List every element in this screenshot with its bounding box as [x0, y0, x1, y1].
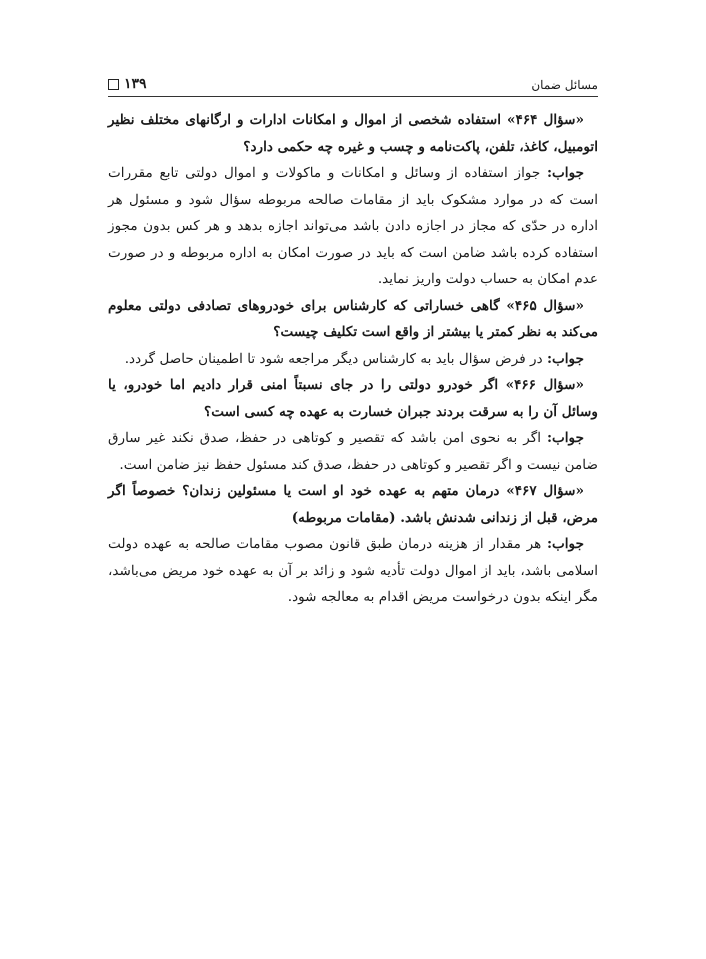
- question-467: «سؤال ۴۶۷» درمان متهم به عهده خود او است یا مسئولین زندان؟ خصوصاً اگر مرض، قبل از زندانی شدنش باشد. (مقامات مربوطه): [108, 483, 598, 526]
- answer-465: [108, 346, 598, 373]
- answer-text: اگر به نحوی امن باشد که تقصیر و کوتاهی در حفظ، صدق نکند غیر سارق ضامن نیست و اگر تقصیر و کوتاهی در حفظ، صدق کند مسئول حفظ نیز ضامن است.: [108, 430, 598, 473]
- answer-467: [108, 531, 598, 611]
- page-body: [108, 107, 598, 611]
- running-title: مسائل ضمان: [531, 78, 598, 92]
- answer-label: جواب:: [546, 350, 584, 367]
- answer-label: جواب:: [546, 430, 584, 446]
- page-header: [108, 72, 598, 97]
- square-ornament-icon: [108, 79, 119, 90]
- question-466: «سؤال ۴۶۶» اگر خودرو دولتی را در جای نسبتاً امنی قرار دادیم اما خودرو، یا وسائل آن را به سرقت بردند جبران خسارت به عهده چه کسی است؟: [108, 377, 598, 420]
- answer-label: جواب:: [546, 536, 584, 552]
- answer-466: [108, 425, 598, 478]
- answer-text: هر مقدار از هزینه درمان طبق قانون مصوب مقامات صالحه به عهده دولت اسلامی باشد، باید از اموال دولت تأدیه شود و زائد بر آن به عهده خود مریض می‌باشد، مگر اینکه بدون درخواست مریض اقدام به معالجه شود.: [108, 536, 598, 605]
- book-page: [108, 72, 598, 611]
- question-464: «سؤال ۴۶۴» استفاده شخصی از اموال و امکانات ادارات و ارگانهای مختلف نظیر اتومبیل، کاغذ، تلفن، پاکت‌نامه و چسب و غیره چه حکمی دارد؟: [108, 112, 598, 155]
- answer-text: در فرض سؤال باید به کارشناس دیگر مراجعه شود تا اطمینان حاصل گردد.: [124, 350, 543, 367]
- answer-label: جواب:: [546, 165, 585, 181]
- page-number: [108, 76, 147, 92]
- answer-text: جواز استفاده از وسائل و امکانات و ماکولات و اموال دولتی تابع مقررات است که در موارد مشکوک باید از مقامات صالحه مربوطه سؤال شود و مسئول هر اداره در حدّی که مجاز در اجازه دادن باشد می‌تواند اجازه بدهد و هر کس بدون مجوز استفاده کرده باشد ضامن است که باید در صورت امکان به اداره مربوطه و در صورت عدم امکان به حساب دولت واریز نماید.: [108, 165, 598, 287]
- answer-464: [108, 160, 598, 293]
- page-number-text: ۱۳۹: [124, 76, 147, 92]
- question-465: «سؤال ۴۶۵» گاهی خساراتی که کارشناس برای خودروهای تصادفی دولتی معلوم می‌کند به نظر کمتر یا بیشتر از واقع است تکلیف چیست؟: [108, 297, 598, 340]
